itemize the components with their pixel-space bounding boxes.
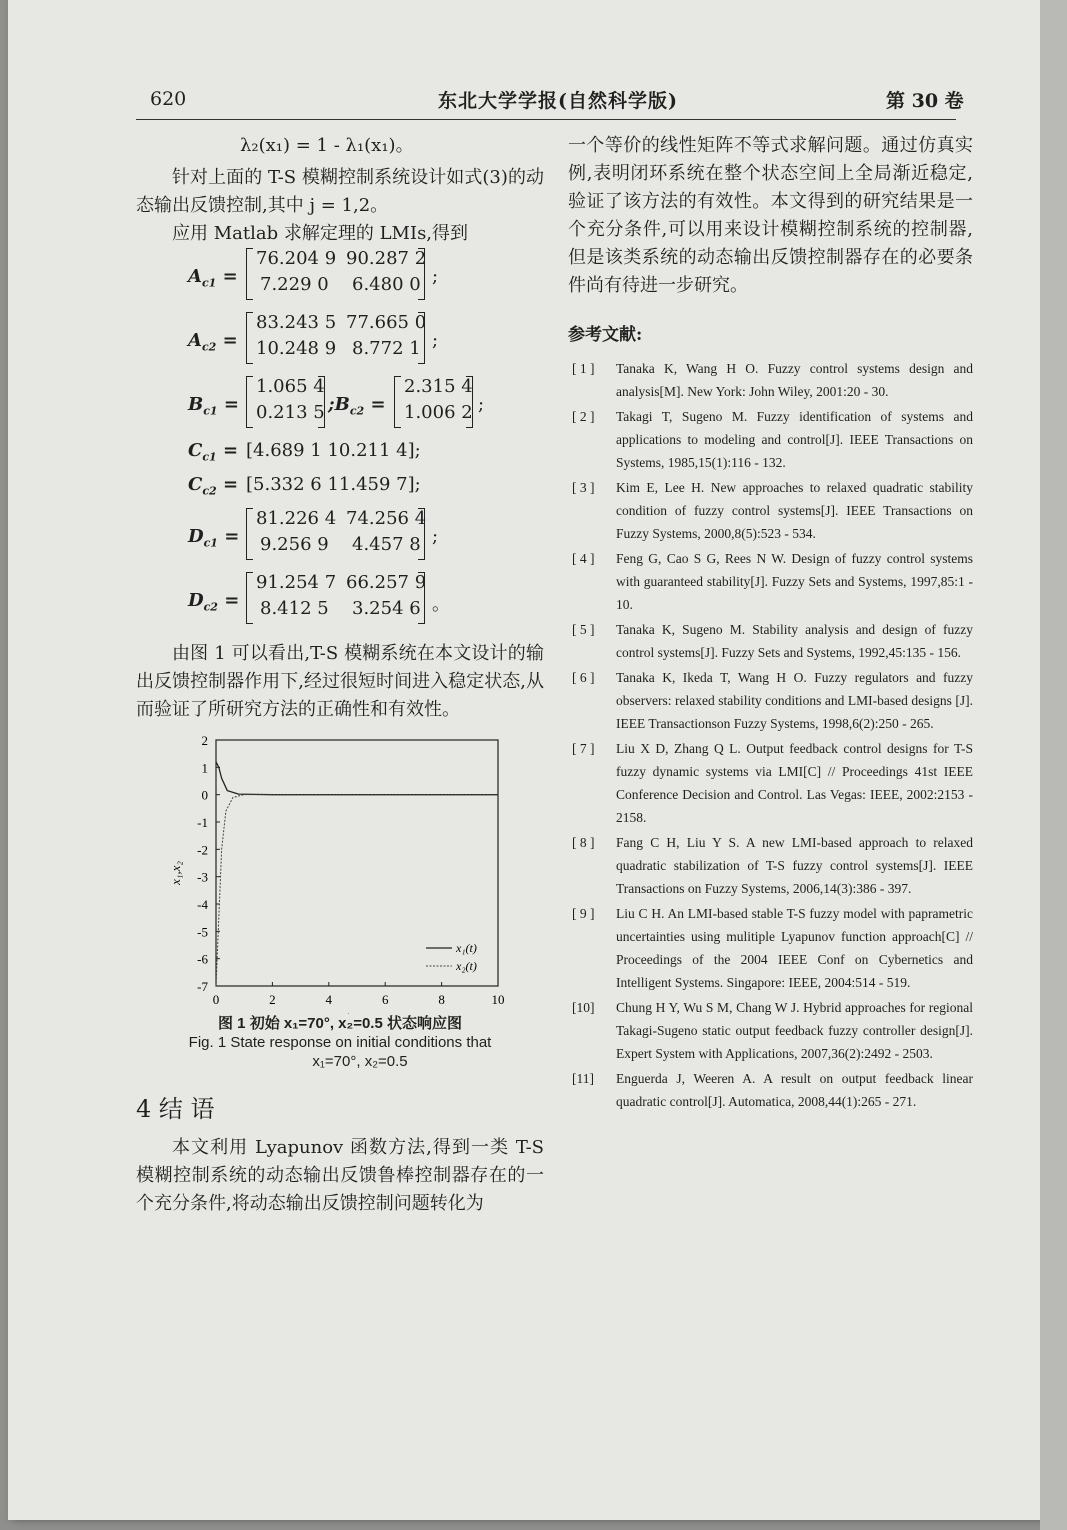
- volume-label: 第 30 卷: [886, 90, 964, 112]
- reference-number: [ 5 ]: [572, 622, 595, 637]
- x-axis-label: [341, 1010, 353, 1014]
- x-tick-label: 2: [269, 992, 276, 1007]
- reference-number: [ 9 ]: [572, 906, 595, 921]
- right-column: [568, 132, 973, 1115]
- section-heading-conclusion: 4 结 语: [136, 1095, 215, 1123]
- figure-caption-cn: 图 1 初始 x₁=70°, x₂=0.5 状态响应图: [218, 1015, 462, 1032]
- reference-item: [568, 476, 973, 545]
- reference-item: [568, 618, 973, 664]
- x-tick-label: 10: [491, 992, 505, 1007]
- reference-text: Kim E, Lee H. New approaches to relaxed quadratic stability condition of fuzzy control systems[J]. IEEE Transactions on Fuzzy Systems, 2000,8(5):523 - 534.: [616, 480, 973, 541]
- paragraph-conclusion: 本文利用 Lyapunov 函数方法,得到一类 T-S 模糊控制系统的动态输出反馈鲁棒控制器存在的一个充分条件,将动态输出反馈控制问题转化为: [136, 1137, 544, 1214]
- reference-item: [568, 357, 973, 403]
- x-tick-label: 6: [381, 992, 389, 1007]
- reference-number: [ 7 ]: [572, 741, 595, 756]
- reference-text: Liu X D, Zhang Q L. Output feedback control designs for T-S fuzzy dynamic systems via LMI[C] // Proceedings 41st IEEE Conference Decision and Control. Las Vegas: IEEE, 2002:2153 - 2158.: [616, 741, 973, 825]
- series-line-x2: [216, 795, 498, 986]
- reference-text: Takagi T, Sugeno M. Fuzzy identification of systems and applications to modeling and control[J]. IEEE Transactions on Systems, 1985,15(1):116 - 132.: [616, 409, 973, 470]
- reference-text: Chung H Y, Wu S M, Chang W J. Hybrid approaches for regional Takagi-Sugeno static output feedback fuzzy controller design[J]. Expert System with Applications, 2007,36(2):2492 - 2503.: [616, 1000, 973, 1061]
- matrix-Bc: $B_{c1}$ = 1.065 4 0.213 5 $;B_{c2}$ = 2.315 4 1.006 2 ;: [136, 376, 544, 440]
- reference-item: [568, 737, 973, 829]
- vector-Cc2: $C_{c2}$ = [5.332 6 11.459 7];: [188, 474, 421, 498]
- reference-number: [ 4 ]: [572, 551, 595, 566]
- references-heading: 参考文献:: [568, 325, 643, 345]
- reference-item: [568, 831, 973, 900]
- y-tick-label: -1: [197, 815, 208, 830]
- reference-text: Fang C H, Liu Y S. A new LMI-based approach to relaxed quadratic stabilization of T-S fuzzy control systems[J]. IEEE Transactions on Fuzzy Systems, 2006,14(3):386 - 397.: [616, 835, 973, 896]
- reference-item: [568, 902, 973, 994]
- paragraph-matlab: 应用 Matlab 求解定理的 LMIs,得到: [172, 223, 469, 244]
- series-line-x1: [216, 762, 498, 795]
- matrix-Dc1: $D_{c1}$ = 81.226 4 74.256 4 9.256 9 4.457 8 ;: [136, 508, 544, 572]
- reference-number: [ 8 ]: [572, 835, 595, 850]
- header-rule: [136, 119, 956, 120]
- paragraph-figure-discussion: 由图 1 可以看出,T-S 模糊系统在本文设计的输出反馈控制器作用下,经过很短时间进入稳定状态,从而验证了所研究方法的正确性和有效性。: [136, 643, 544, 720]
- reference-item: [568, 547, 973, 616]
- left-column: [136, 132, 544, 1218]
- reference-number: [ 1 ]: [572, 361, 595, 376]
- state-response-chart: [136, 724, 544, 1014]
- paragraph-controller-design: 针对上面的 T-S 模糊控制系统设计如式(3)的动态输出反馈控制,其中 j = 1,2。: [136, 167, 544, 216]
- reference-number: [11]: [572, 1071, 594, 1086]
- reference-number: [10]: [572, 1000, 595, 1015]
- reference-item: [568, 666, 973, 735]
- legend-label: x₂(t): [456, 959, 477, 973]
- x-tick-label: 0: [212, 992, 220, 1007]
- legend-label: x₁(t): [456, 941, 477, 955]
- figure-1: [136, 724, 544, 1014]
- y-tick-label: -2: [197, 842, 208, 858]
- page-edge: [1040, 0, 1067, 1530]
- reference-number: [ 3 ]: [572, 480, 595, 495]
- reference-text: Tanaka K, Wang H O. Fuzzy control systems design and analysis[M]. New York: John Wiley, 2001:20 - 30.: [616, 361, 973, 399]
- y-tick-label: -7: [197, 979, 208, 994]
- y-tick-label: 2: [201, 733, 208, 748]
- reference-item: [568, 1067, 973, 1113]
- reference-number: [ 2 ]: [572, 409, 595, 424]
- reference-item: [568, 996, 973, 1065]
- y-tick-label: 1: [201, 760, 208, 776]
- figure-caption-en-2: x₁=70°, x₂=0.5: [312, 1053, 408, 1070]
- lambda-equation: λ₂(x₁) = 1 - λ₁(x₁)。: [240, 135, 414, 156]
- journal-name: 东北大学学报(自然科学版): [438, 90, 678, 112]
- reference-text: Enguerda J, Weeren A. A result on output feedback linear quadratic control[J]. Automatica, 2008,44(1):265 - 271.: [616, 1071, 973, 1109]
- reference-text: Tanaka K, Sugeno M. Stability analysis and design of fuzzy control systems[J]. Fuzzy Sets and Systems, 1992,45:135 - 156.: [616, 622, 973, 660]
- y-tick-label: 0: [201, 787, 208, 803]
- figure-caption-en: Fig. 1 State response on initial conditions that: [188, 1034, 492, 1051]
- y-tick-label: -6: [197, 951, 208, 967]
- reference-text: Liu C H. An LMI-based stable T-S fuzzy model with paprametric uncertainties using mulitiple Lyapunov function approach[C] // Proceedings of the 2004 IEEE Conf on Cybernetics and Intelligent Systems. Singapore: IEEE, 2004:514 - 519.: [616, 906, 973, 990]
- y-tick-label: -5: [197, 924, 208, 940]
- y-axis-label: x₁,x₂: [168, 861, 183, 885]
- journal-page: [8, 0, 1048, 1520]
- y-tick-label: -4: [197, 897, 208, 912]
- matrix-Ac1: $A_{c1}$ = 76.204 9 90.287 2 7.229 0 6.480 0 ;: [136, 248, 544, 312]
- reference-number: [ 6 ]: [572, 670, 595, 685]
- reference-item: [568, 405, 973, 474]
- reference-text: Feng G, Cao S G, Rees N W. Design of fuzzy control systems with guaranteed stability[J]. Fuzzy Sets and Systems, 1997,85:1 - 10.: [616, 551, 973, 612]
- x-tick-label: 8: [438, 992, 445, 1007]
- matrix-Dc2: $D_{c2}$ = 91.254 7 66.257 9 8.412 5 3.254 6 。: [136, 572, 544, 636]
- reference-list: [568, 357, 973, 1113]
- matrix-Ac2: $A_{c2}$ = 83.243 5 77.665 0 10.248 9 8.772 1 ;: [136, 312, 544, 376]
- x-tick-label: 4: [325, 992, 333, 1007]
- page-number: 620: [150, 88, 187, 110]
- page-header: [8, 86, 1048, 114]
- vector-Cc1: $C_{c1}$ = [4.689 1 10.211 4];: [188, 440, 421, 464]
- y-tick-label: -3: [197, 869, 208, 885]
- reference-text: Tanaka K, Ikeda T, Wang H O. Fuzzy regulators and fuzzy observers: relaxed stability conditions and LMI-based designs [J]. IEEE Transactionson Fuzzy Systems, 1998,6(2):250 - 265.: [616, 670, 973, 731]
- paragraph-conclusion-cont: 一个等价的线性矩阵不等式求解问题。通过仿真实例,表明闭环系统在整个状态空间上全局渐近稳定,验证了该方法的有效性。本文得到的研究结果是一个充分条件,可以用来设计模糊控制系统的控制器,但是该类系统的动态输出反馈控制器存在的必要条件尚有待进一步研究。: [568, 135, 973, 296]
